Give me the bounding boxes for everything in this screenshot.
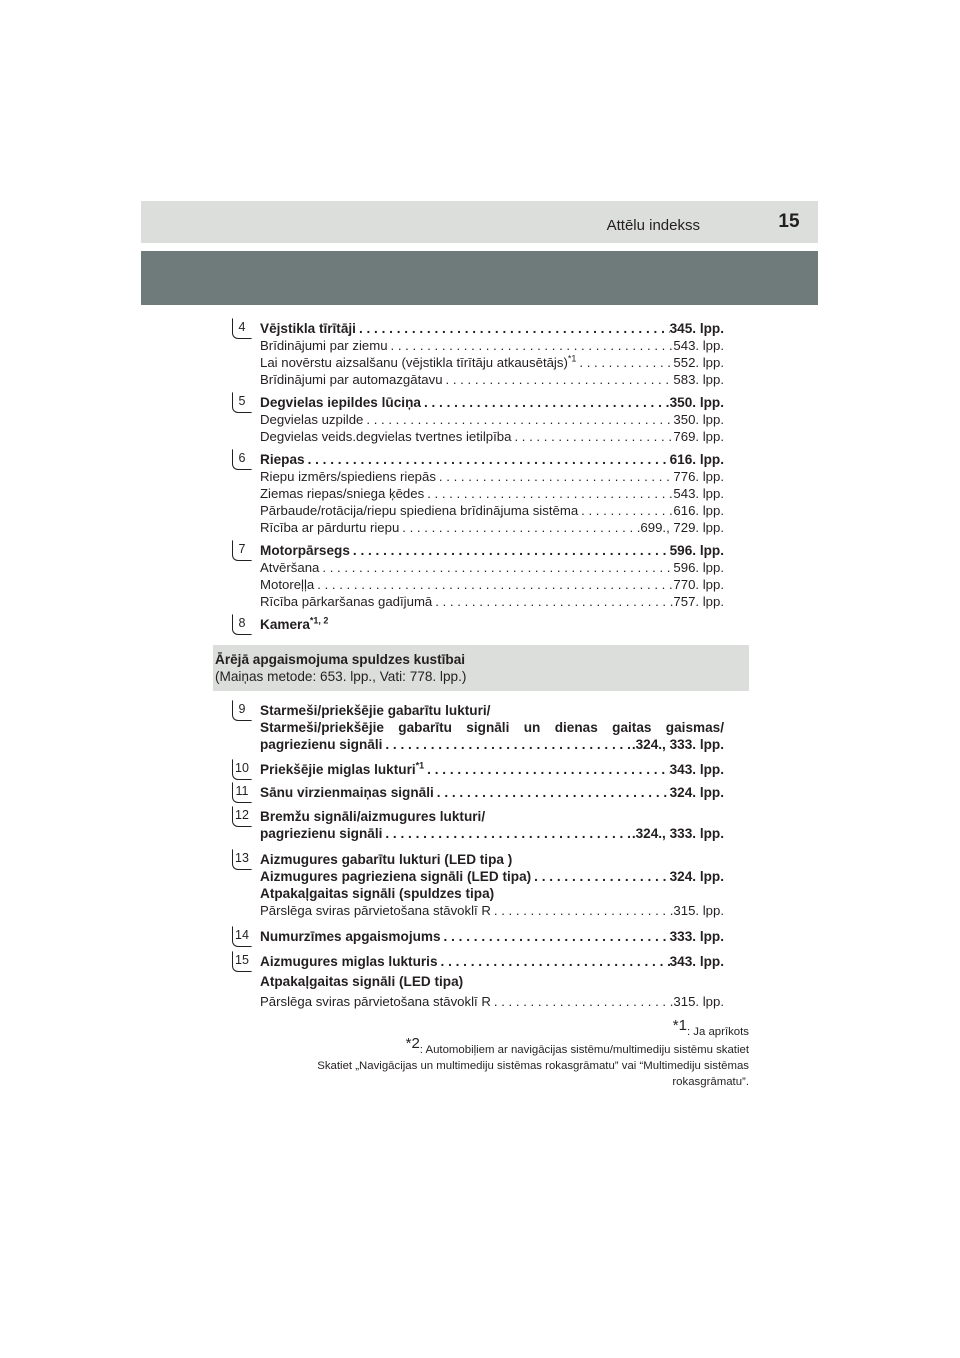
entry-line: Bremžu signāli/aizmugures lukturi/ xyxy=(260,809,486,824)
footnotes xyxy=(317,1017,749,1090)
entry-line: Aizmugures pagrieziena signāli (LED tipa) xyxy=(260,869,532,884)
entry-page: 596. lpp. xyxy=(669,543,724,558)
entry-page: 333. lpp. xyxy=(669,929,724,944)
sub-label: Pārslēga sviras pārvietošana stāvoklī R xyxy=(260,994,491,1009)
callout-number: 13 xyxy=(232,849,252,870)
entry-6 xyxy=(232,451,724,536)
footnote-2-line3: rokasgrāmatu”. xyxy=(672,1076,749,1088)
footnote-mark: *1, 2 xyxy=(309,615,329,626)
entry-line: Atpakaļgaitas signāli (LED tipa) xyxy=(260,974,464,989)
sub-page: 552. lpp. xyxy=(673,355,724,370)
entry-line: Aizmugures gabarītu lukturi (LED tipa ) xyxy=(260,852,513,867)
sub-page: 543. lpp. xyxy=(673,486,724,501)
sub-label: Degvielas uzpilde xyxy=(260,412,364,427)
entry-page: 343. lpp. xyxy=(669,954,724,969)
footnote-2: : Automobiļiem ar navigācijas sistēmu/multimediju sistēmu skatiet xyxy=(419,1044,749,1056)
callout-number: 15 xyxy=(232,951,252,972)
sub-page: 596. lpp. xyxy=(673,560,724,575)
lighting-info-box xyxy=(213,645,749,691)
sub-label: Motoreļļa xyxy=(260,577,315,592)
sub-page: 769. lpp. xyxy=(673,429,724,444)
callout-number: 5 xyxy=(232,392,252,413)
callout-number: 11 xyxy=(232,782,252,803)
entry-title: Riepas xyxy=(260,452,305,467)
entry-10 xyxy=(232,761,724,778)
callout-number: 10 xyxy=(232,759,252,780)
sub-page: 776. lpp. xyxy=(673,469,724,484)
entry-11 xyxy=(232,784,724,801)
sub-label: Ziemas riepas/sniega ķēdes xyxy=(260,486,425,501)
header-band xyxy=(141,251,818,305)
callout-number: 6 xyxy=(232,449,252,470)
entry-title: Vējstikla tīrītāji xyxy=(260,321,356,336)
sub-label: Degvielas veids.degvielas tvertnes ietilpība xyxy=(260,429,512,444)
sub-label: Atvēršana xyxy=(260,560,320,575)
sub-label: Pārslēga sviras pārvietošana stāvoklī R xyxy=(260,903,491,918)
sub-page: 350. lpp. xyxy=(673,412,724,427)
callout-number: 12 xyxy=(232,806,252,827)
entry-title: Priekšējie miglas lukturi xyxy=(260,762,416,777)
entry-title: Aizmugures miglas lukturis xyxy=(260,954,438,969)
sub-label: Lai novērstu aizsalšanu (vējstikla tīrītāju atkausētājs) xyxy=(260,355,568,370)
entry-14 xyxy=(232,928,724,945)
sub-label: Rīcība ar pārdurtu riepu xyxy=(260,520,400,535)
footnote-mark: *1 xyxy=(567,353,577,364)
entry-page: 343. lpp. xyxy=(669,762,724,777)
sub-page: 699., 729. lpp. xyxy=(640,520,724,535)
entry-title: Numurzīmes apgaismojums xyxy=(260,929,441,944)
sub-label: Rīcība pārkaršanas gadījumā xyxy=(260,594,433,609)
sub-label: Pārbaude/rotācija/riepu spiediena brīdinājuma sistēma xyxy=(260,503,579,518)
entry-title: Motorpārsegs xyxy=(260,543,350,558)
footnote-mark: *2 xyxy=(405,1035,420,1053)
entry-7 xyxy=(232,542,724,610)
entry-8 xyxy=(232,616,724,633)
entry-page: 616. lpp. xyxy=(669,452,724,467)
callout-number: 9 xyxy=(232,700,252,721)
entry-line: Starmeši/priekšējie gabarītu lukturi/ xyxy=(260,703,491,718)
entry-title: Degvielas iepildes lūciņa xyxy=(260,395,421,410)
entry-line: Starmeši/priekšējie gabarītu signāli un dienas gaitas gaismas/ xyxy=(260,720,724,735)
footnote-2-line2: Skatiet „Navigācijas un multimediju sistēmas rokasgrāmatu” vai “Multimediju sistēmas xyxy=(317,1060,749,1072)
sub-page: 583. lpp. xyxy=(673,372,724,387)
entry-5 xyxy=(232,394,724,445)
entry-page: 350. lpp. xyxy=(669,395,724,410)
entry-4 xyxy=(232,320,724,388)
entry-15 xyxy=(232,953,724,1010)
callout-number: 7 xyxy=(232,540,252,561)
entry-page: 324. lpp. xyxy=(669,869,724,884)
sub-page: 770. lpp. xyxy=(673,577,724,592)
sub-page: 315. lpp. xyxy=(673,994,724,1009)
entry-line: pagriezienu signāli xyxy=(260,826,383,841)
entry-page: .324., 333. lpp. xyxy=(631,737,724,752)
sub-page: 757. lpp. xyxy=(673,594,724,609)
entry-12 xyxy=(232,808,724,842)
footnote-mark: *1 xyxy=(415,760,425,771)
entry-line: Atpakaļgaitas signāli (spuldzes tipa) xyxy=(260,886,495,901)
section-title: Attēlu indekss xyxy=(606,217,700,234)
entry-page: 324. lpp. xyxy=(669,785,724,800)
callout-number: 4 xyxy=(232,318,252,339)
entry-page: .324., 333. lpp. xyxy=(631,826,724,841)
footnote-mark: *1 xyxy=(672,1017,687,1035)
sub-label: Brīdinājumi par automazgātavu xyxy=(260,372,443,387)
sub-label: Riepu izmērs/spiediens riepās xyxy=(260,469,436,484)
callout-number: 8 xyxy=(232,614,252,635)
entry-line: pagriezienu signāli xyxy=(260,737,383,752)
sub-label: Brīdinājumi par ziemu xyxy=(260,338,388,353)
callout-number: 14 xyxy=(232,926,252,947)
entry-page: 345. lpp. xyxy=(669,321,724,336)
entry-title: Kamera xyxy=(260,617,310,632)
box-subtitle: (Maiņas metode: 653. lpp., Vati: 778. lpp.) xyxy=(215,669,467,684)
page-header xyxy=(141,201,818,243)
sub-page: 315. lpp. xyxy=(673,903,724,918)
sub-page: 543. lpp. xyxy=(673,338,724,353)
entry-13 xyxy=(232,851,724,919)
page-number: 15 xyxy=(778,211,800,232)
footnote-1: : Ja aprīkots xyxy=(686,1026,749,1038)
entry-9 xyxy=(232,702,724,753)
box-title: Ārējā apgaismojuma spuldzes kustībai xyxy=(215,652,466,667)
entry-title: Sānu virzienmaiņas signāli xyxy=(260,785,434,800)
sub-page: 616. lpp. xyxy=(673,503,724,518)
